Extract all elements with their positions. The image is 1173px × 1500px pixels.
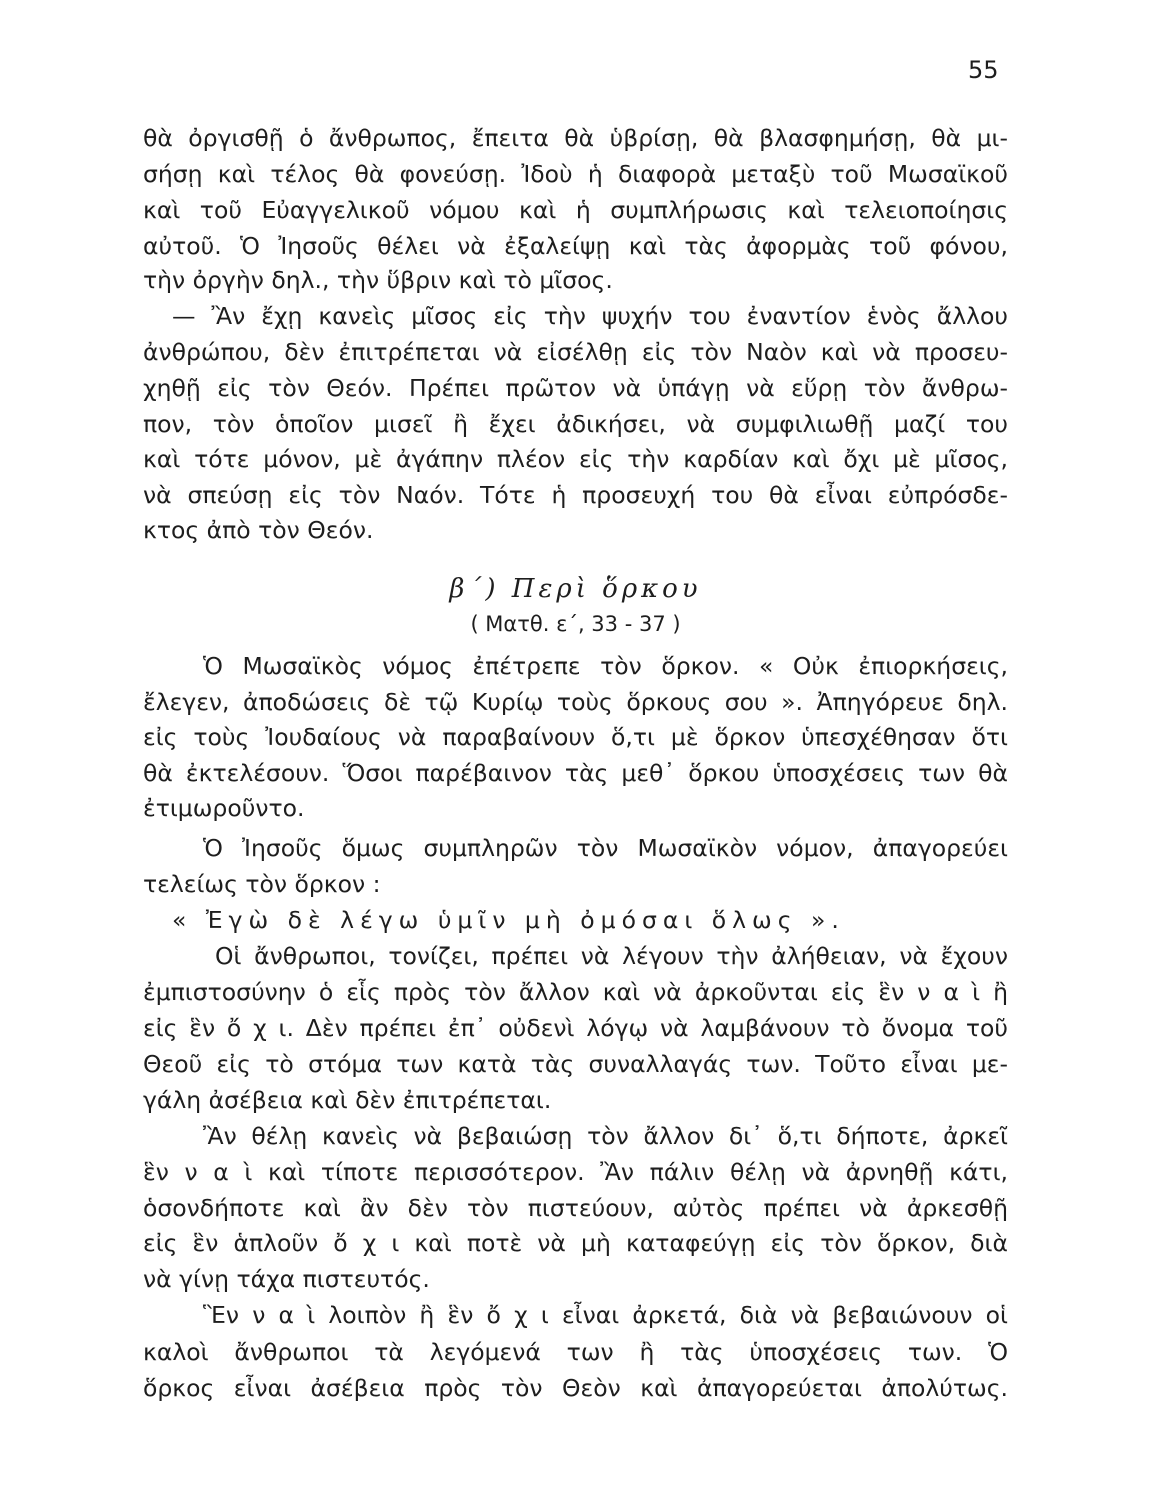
text-line: κτος ἀπὸ τὸν Θεόν.: [143, 516, 374, 544]
text-line: τὴν ὀργὴν δηλ., τὴν ὕβριν καὶ τὸ μῖσος.: [143, 266, 613, 294]
scripture-quote: « Ἐγὼ δὲ λέγω ὑμῖν μὴ ὀμόσαι ὅλως ».: [172, 906, 845, 934]
section-heading: β΄) Περὶ ὅρκου: [449, 574, 702, 604]
text-line: Ὁ Ἰησοῦς ὅμως συμπληρῶν τὸν Μωσαϊκὸν νόμον, ἀπαγορεύει: [203, 834, 1008, 862]
text-line: αὐτοῦ. Ὁ Ἰησοῦς θέλει νὰ ἐξαλείψῃ καὶ τὰς ἀφορμὰς τοῦ φόνου,: [143, 232, 1008, 260]
text-line: Ἂν θέλῃ κανεὶς νὰ βεβαιώσῃ τὸν ἄλλον δι᾽ ὅ,τι δήποτε, ἀρκεῖ: [203, 1122, 1008, 1150]
text-line: ὅρκος εἶναι ἀσέβεια πρὸς τὸν Θεὸν καὶ ἀπαγορεύεται ἀπολύτως.: [143, 1374, 1008, 1402]
text-line: νὰ σπεύσῃ εἰς τὸν Ναόν. Τότε ἡ προσευχή του θὰ εἶναι εὐπρόσδε-: [143, 481, 1008, 509]
text-line: τελείως τὸν ὅρκον :: [143, 870, 381, 898]
text-line: Θεοῦ εἰς τὸ στόμα των κατὰ τὰς συναλλαγάς των. Τοῦτο εἶναι με-: [143, 1050, 1008, 1078]
text-line: Ἓν ν α ὶ λοιπὸν ἢ ἓν ὄ χ ι εἶναι ἀρκετά, διὰ νὰ βεβαιώνουν οἱ: [203, 1301, 1008, 1329]
text-line: καὶ τότε μόνον, μὲ ἀγάπην πλέον εἰς τὴν καρδίαν καὶ ὄχι μὲ μῖσος,: [143, 445, 1008, 473]
text-line: Ὁ Μωσαϊκὸς νόμος ἐπέτρεπε τὸν ὅρκον. « Οὐκ ἐπιορκήσεις,: [203, 652, 1008, 680]
text-line: καὶ τοῦ Εὐαγγελικοῦ νόμου καὶ ἡ συμπλήρωσις καὶ τελειοποίησις: [143, 196, 1008, 224]
text-line: — Ἂν ἔχῃ κανεὶς μῖσος εἰς τὴν ψυχήν του ἐναντίον ἑνὸς ἄλλου: [172, 302, 1008, 330]
text-line: ἔλεγεν, ἀποδώσεις δὲ τῷ Κυρίῳ τοὺς ὅρκους σου ». Ἀπηγόρευε δηλ.: [143, 688, 1008, 716]
page-number: 55: [968, 56, 999, 84]
text-line: ἐτιμωροῦντο.: [143, 794, 305, 822]
text-line: σήσῃ καὶ τέλος θὰ φονεύσῃ. Ἰδοὺ ἡ διαφορὰ μεταξὺ τοῦ Μωσαϊκοῦ: [143, 160, 1008, 188]
text-line: ἀνθρώπου, δὲν ἐπιτρέπεται νὰ εἰσέλθῃ εἰς τὸν Ναὸν καὶ νὰ προσευ-: [143, 338, 1008, 366]
text-line: ἓν ν α ὶ καὶ τίποτε περισσότερον. Ἂν πάλιν θέλῃ νὰ ἀρνηθῇ κάτι,: [143, 1158, 1008, 1186]
text-line: εἰς ἓν ἁπλοῦν ὄ χ ι καὶ ποτὲ νὰ μὴ καταφεύγῃ εἰς τὸν ὅρκον, διὰ: [143, 1229, 1008, 1257]
text-line: χηθῇ εἰς τὸν Θεόν. Πρέπει πρῶτον νὰ ὑπάγῃ νὰ εὕρῃ τὸν ἄνθρω-: [143, 374, 1008, 402]
text-line: πον, τὸν ὁποῖον μισεῖ ἢ ἔχει ἀδικήσει, νὰ συμφιλιωθῇ μαζί του: [143, 410, 1008, 438]
section-reference: ( Ματθ. ε΄, 33 - 37 ): [470, 612, 681, 636]
text-line: καλοὶ ἄνθρωποι τὰ λεγόμενά των ἢ τὰς ὑποσχέσεις των. Ὁ: [143, 1338, 1008, 1366]
text-line: εἰς ἓν ὄ χ ι. Δὲν πρέπει ἐπ᾽ οὐδενὶ λόγῳ νὰ λαμβάνουν τὸ ὄνομα τοῦ: [143, 1014, 1008, 1042]
text-line: ὁσονδήποτε καὶ ἂν δὲν τὸν πιστεύουν, αὐτὸς πρέπει νὰ ἀρκεσθῇ: [143, 1194, 1008, 1222]
text-line: νὰ γίνῃ τάχα πιστευτός.: [143, 1265, 430, 1293]
text-line: Οἱ ἄνθρωποι, τονίζει, πρέπει νὰ λέγουν τὴν ἀλήθειαν, νὰ ἔχουν: [215, 942, 1008, 970]
text-line: εἰς τοὺς Ἰουδαίους νὰ παραβαίνουν ὅ,τι μὲ ὅρκον ὑπεσχέθησαν ὅτι: [143, 723, 1008, 751]
text-line: ἐμπιστοσύνην ὁ εἷς πρὸς τὸν ἄλλον καὶ νὰ ἀρκοῦνται εἰς ἓν ν α ὶ ἢ: [143, 978, 1008, 1006]
text-line: γάλη ἀσέβεια καὶ δὲν ἐπιτρέπεται.: [143, 1086, 552, 1114]
text-line: θὰ ὀργισθῇ ὁ ἄνθρωπος, ἔπειτα θὰ ὑβρίσῃ, θὰ βλασφημήσῃ, θὰ μι-: [143, 124, 1008, 152]
text-line: θὰ ἐκτελέσουν. Ὅσοι παρέβαινον τὰς μεθ᾽ ὅρκου ὑποσχέσεις των θὰ: [143, 759, 1008, 787]
